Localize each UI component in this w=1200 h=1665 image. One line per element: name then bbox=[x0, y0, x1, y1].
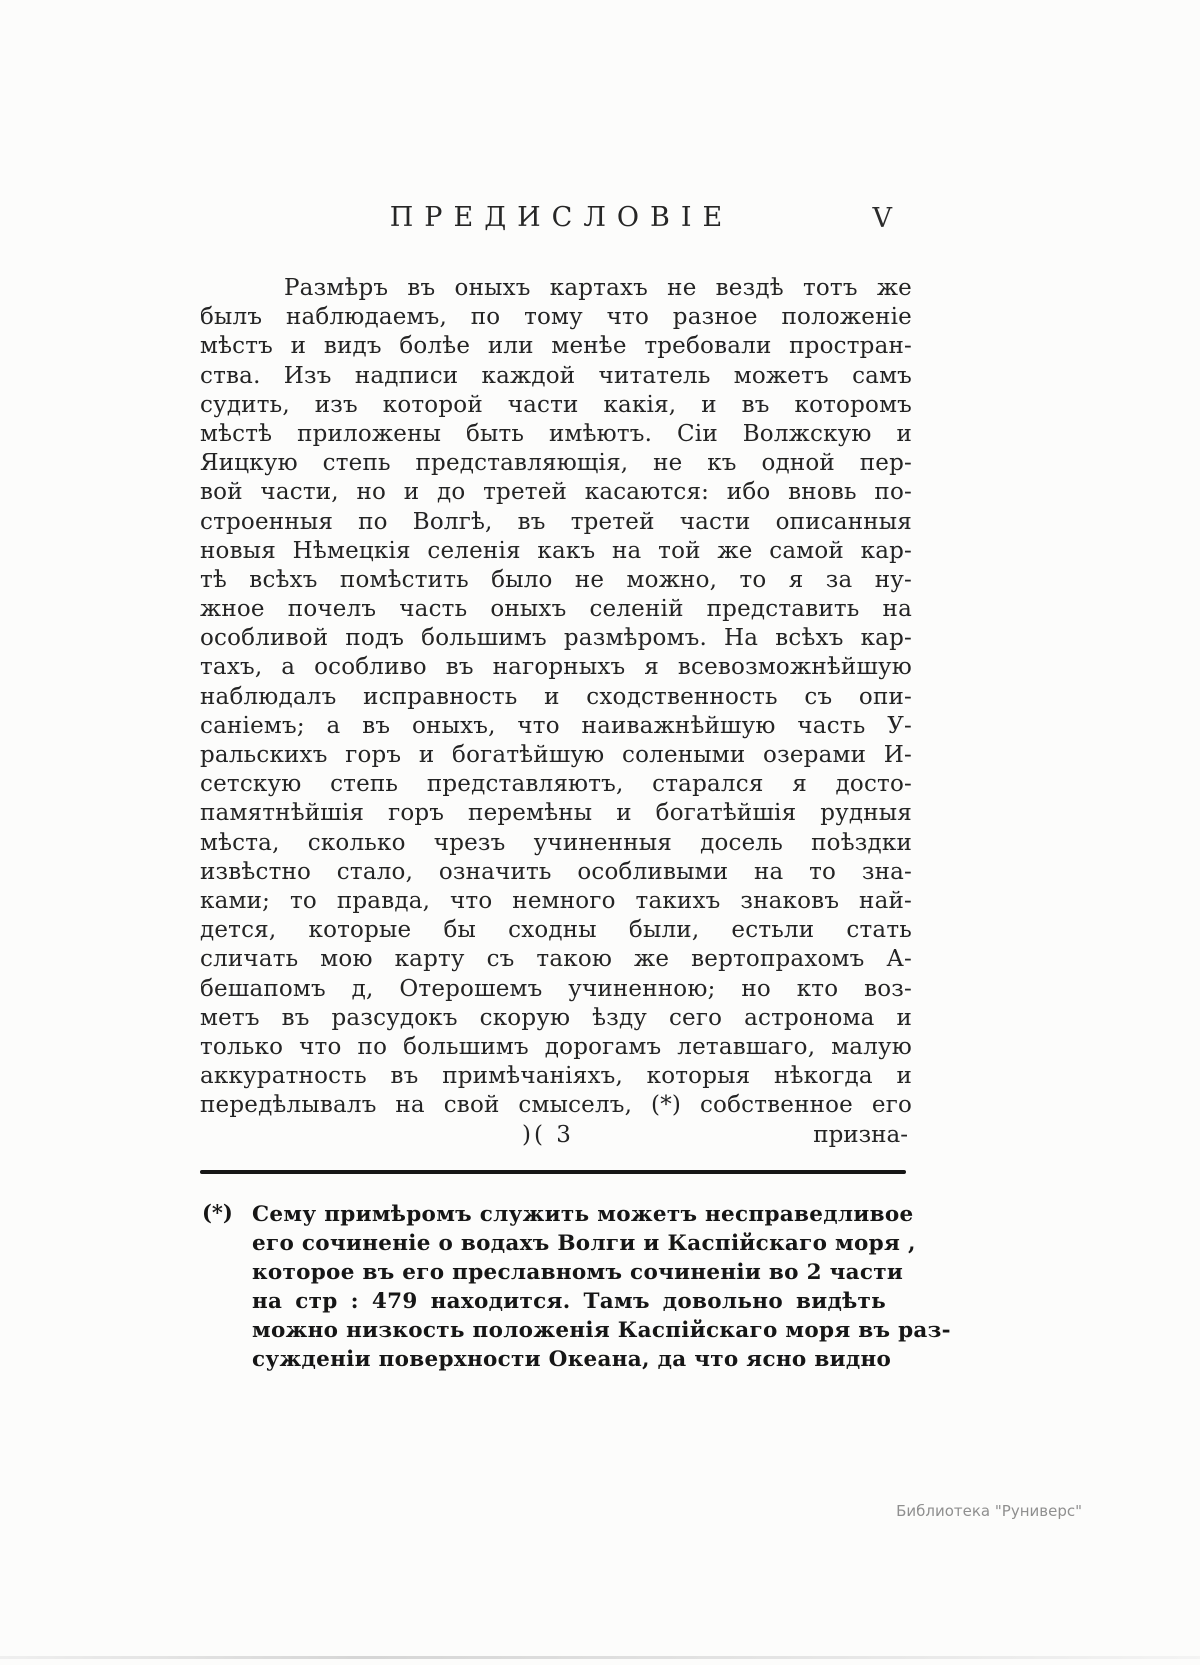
text-line: бешапомъ д, Отерошемъ учиненною; но кто воз- bbox=[200, 975, 912, 1002]
body-text bbox=[200, 274, 912, 1120]
text-line: жное почелъ часть оныхъ селеній представить на bbox=[200, 596, 912, 623]
text-line: ками; то правда, что немного такихъ знаковъ най- bbox=[200, 887, 912, 914]
text-line: строенныя по Волгѣ, въ третей части описанныя bbox=[200, 508, 912, 535]
page-number: V bbox=[872, 203, 894, 234]
text-line: передѣлывалъ на свой смыселъ, (*) собственное его bbox=[200, 1092, 912, 1119]
text-line: сличать мою карту съ такою же вертопрахомъ А- bbox=[200, 946, 912, 973]
text-line: Размѣръ въ оныхъ картахъ не вездѣ тотъ же bbox=[284, 275, 912, 301]
footnote-marker: (*) bbox=[202, 1200, 233, 1226]
text-line: аккуратность въ примѣчаніяхъ, которыя нѣкогда и bbox=[200, 1063, 912, 1090]
text-line: мѣстъ и видъ болѣе или менѣе требовали простран- bbox=[200, 333, 912, 360]
catchword: призна- bbox=[813, 1122, 908, 1149]
footnote-line: Сему примѣромъ служить можетъ несправедливое bbox=[252, 1202, 914, 1228]
text-line: судить, изъ которой части какія, и въ которомъ bbox=[200, 391, 912, 418]
text-line: памятнѣйшія горъ перемѣны и богатѣйшія рудныя bbox=[200, 800, 912, 827]
text-line: мѣстѣ приложены быть имѣютъ. Сіи Волжскую и bbox=[200, 420, 912, 447]
text-line: сетскую степь представляютъ, старался я досто- bbox=[200, 771, 912, 798]
text-line: метъ въ разсудокъ скорую ѣзду сего астронома и bbox=[200, 1004, 912, 1031]
footnote-lines bbox=[252, 1200, 951, 1374]
signature-row bbox=[200, 1122, 912, 1154]
text-line: тахъ, а особливо въ нагорныхъ я всевозможнѣйшую bbox=[200, 654, 912, 681]
text-line: тѣ всѣхъ помѣстить было не можно, то я за ну- bbox=[200, 566, 912, 593]
footnote-line: сужденіи поверхности Океана, да что ясно видно bbox=[252, 1347, 892, 1373]
text-line: саніемъ; а въ оныхъ, что наиважнѣйшую часть У- bbox=[200, 712, 912, 739]
page-header bbox=[200, 202, 912, 244]
text-line: только что по большимъ дорогамъ летавшаго, малую bbox=[200, 1033, 912, 1060]
text-line: особливой подъ большимъ размѣромъ. На всѣхъ кар- bbox=[200, 625, 912, 652]
text-line: дется, которые бы сходны были, естьли стать bbox=[200, 917, 912, 944]
text-line: новыя Нѣмецкія селенія какъ на той же самой кар- bbox=[200, 537, 912, 564]
text-line: вой части, но и до третей касаются: ибо вновь по- bbox=[200, 479, 912, 506]
page-title: ПРЕДИСЛОВІЕ bbox=[389, 202, 734, 233]
text-line: ральскихъ горъ и богатѣйшую солеными озерами И- bbox=[200, 742, 912, 768]
text-block bbox=[200, 202, 951, 1374]
footnote-line: его сочиненіе о водахъ Волги и Каспійскаго моря , bbox=[252, 1231, 916, 1257]
text-line: Яицкую степь представляющія, не къ одной пер- bbox=[200, 450, 912, 477]
text-line: мѣста, сколько чрезъ учиненныя досель поѣздки bbox=[200, 829, 912, 856]
text-line: извѣстно стало, означить особливыми на то зна- bbox=[200, 858, 912, 885]
library-watermark: Библиотека "Руниверс" bbox=[896, 1502, 1082, 1520]
footnote-divider bbox=[200, 1170, 906, 1174]
footnote bbox=[200, 1200, 951, 1374]
footnote-line: на стр : 479 находится. Тамъ довольно видѣть bbox=[252, 1289, 886, 1315]
footnote-line: можно низкость положенія Каспійскаго моря въ раз- bbox=[252, 1318, 951, 1344]
text-line: ства. Изъ надписи каждой читатель можетъ самъ bbox=[200, 362, 912, 389]
signature-mark: )( 3 bbox=[522, 1122, 574, 1149]
footnote-line: которое въ его преславномъ сочиненіи во 2 части bbox=[252, 1260, 904, 1286]
text-line: былъ наблюдаемъ, по тому что разное положеніе bbox=[200, 304, 912, 331]
text-line: наблюдалъ исправность и сходственность съ опи- bbox=[200, 683, 912, 710]
scan-edge bbox=[0, 1656, 1200, 1659]
